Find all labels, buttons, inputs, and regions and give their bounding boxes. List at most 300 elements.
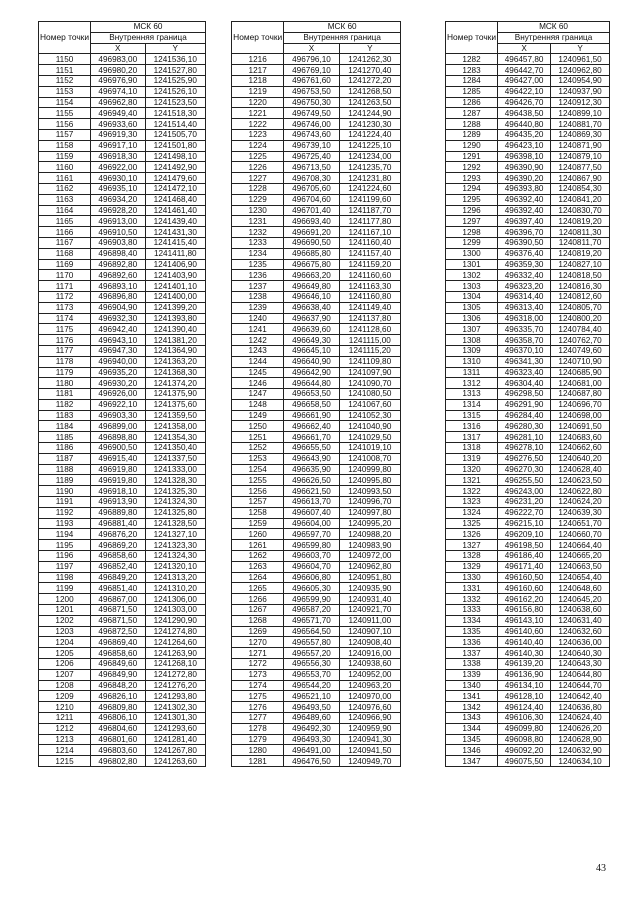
y-coordinate-cell: 1241325,30 — [145, 486, 205, 497]
point-number-cell: 1164 — [39, 205, 91, 216]
x-coordinate-cell: 496704,60 — [284, 194, 339, 205]
point-number-cell: 1198 — [39, 572, 91, 583]
y-coordinate-cell: 1241313,20 — [145, 572, 205, 583]
point-number-cell: 1220 — [232, 97, 284, 108]
x-coordinate-cell: 496899,00 — [91, 421, 146, 432]
y-coordinate-cell: 1240830,70 — [551, 205, 610, 216]
point-number-cell: 1162 — [39, 183, 91, 194]
x-coordinate-cell: 496222,70 — [498, 507, 551, 518]
table-row — [446, 583, 610, 594]
point-number-cell: 1304 — [446, 291, 498, 302]
x-coordinate-cell: 496649,80 — [284, 281, 339, 292]
point-number-cell: 1258 — [232, 507, 284, 518]
point-number-cell: 1271 — [232, 648, 284, 659]
table-row — [446, 702, 610, 713]
y-coordinate-cell: 1240628,40 — [551, 464, 610, 475]
x-coordinate-cell: 496136,90 — [498, 669, 551, 680]
table-row — [446, 626, 610, 637]
table-row — [232, 237, 401, 248]
table-row — [232, 335, 401, 346]
y-coordinate-cell: 1240632,90 — [551, 745, 610, 756]
point-number-cell: 1182 — [39, 399, 91, 410]
x-coordinate-cell: 496557,80 — [284, 637, 339, 648]
point-number-cell: 1177 — [39, 345, 91, 356]
y-coordinate-cell: 1240908,40 — [339, 637, 400, 648]
x-coordinate-cell: 496663,20 — [284, 270, 339, 281]
point-number-cell: 1190 — [39, 486, 91, 497]
y-coordinate-cell: 1240624,20 — [551, 497, 610, 508]
x-coordinate-cell: 496390,90 — [498, 162, 551, 173]
header-boundary: Внутренняя граница — [284, 32, 401, 43]
table-row — [39, 183, 206, 194]
table-row — [39, 540, 206, 551]
table-row — [39, 756, 206, 767]
y-coordinate-cell: 1240622,80 — [551, 486, 610, 497]
point-number-cell: 1195 — [39, 540, 91, 551]
table-row — [39, 626, 206, 637]
y-coordinate-cell: 1240640,30 — [551, 648, 610, 659]
point-number-cell: 1212 — [39, 723, 91, 734]
y-coordinate-cell: 1240685,90 — [551, 367, 610, 378]
point-number-cell: 1285 — [446, 86, 498, 97]
y-coordinate-cell: 1240800,20 — [551, 313, 610, 324]
point-number-cell: 1263 — [232, 561, 284, 572]
x-coordinate-cell: 496606,80 — [284, 572, 339, 583]
y-coordinate-cell: 1241327,10 — [145, 529, 205, 540]
y-coordinate-cell: 1241274,80 — [145, 626, 205, 637]
table-row — [446, 108, 610, 119]
table-row — [39, 65, 206, 76]
point-number-cell: 1337 — [446, 648, 498, 659]
table-row — [232, 270, 401, 281]
table-row — [232, 475, 401, 486]
header-y: Y — [145, 43, 205, 54]
y-coordinate-cell: 1241231,80 — [339, 173, 400, 184]
x-coordinate-cell: 496926,00 — [91, 389, 146, 400]
x-coordinate-cell: 496390,20 — [498, 173, 551, 184]
y-coordinate-cell: 1240970,00 — [339, 691, 400, 702]
table-row — [39, 497, 206, 508]
y-coordinate-cell: 1241536,10 — [145, 54, 205, 65]
y-coordinate-cell: 1241364,90 — [145, 345, 205, 356]
y-coordinate-cell: 1241224,60 — [339, 183, 400, 194]
point-number-cell: 1338 — [446, 659, 498, 670]
point-number-cell: 1324 — [446, 507, 498, 518]
y-coordinate-cell: 1241268,10 — [145, 659, 205, 670]
point-number-cell: 1274 — [232, 680, 284, 691]
point-number-cell: 1246 — [232, 378, 284, 389]
y-coordinate-cell: 1240710,90 — [551, 356, 610, 367]
table-row — [446, 605, 610, 616]
point-number-cell: 1286 — [446, 97, 498, 108]
x-coordinate-cell: 496314,40 — [498, 291, 551, 302]
y-coordinate-cell: 1240749,60 — [551, 345, 610, 356]
point-number-cell: 1273 — [232, 669, 284, 680]
table-row — [232, 345, 401, 356]
x-coordinate-cell: 496645,10 — [284, 345, 339, 356]
coordinates-table-2 — [231, 21, 401, 767]
table-row — [446, 140, 610, 151]
y-coordinate-cell: 1241290,90 — [145, 615, 205, 626]
table-row — [39, 291, 206, 302]
x-coordinate-cell: 496621,50 — [284, 486, 339, 497]
x-coordinate-cell: 496826,10 — [91, 691, 146, 702]
x-coordinate-cell: 496980,20 — [91, 65, 146, 76]
point-number-cell: 1344 — [446, 723, 498, 734]
x-coordinate-cell: 496753,50 — [284, 86, 339, 97]
header-boundary: Внутренняя граница — [498, 32, 610, 43]
table-row — [232, 637, 401, 648]
y-coordinate-cell: 1240995,20 — [339, 518, 400, 529]
table-row — [446, 173, 610, 184]
y-coordinate-cell: 1241526,10 — [145, 86, 205, 97]
x-coordinate-cell: 496858,60 — [91, 551, 146, 562]
point-number-cell: 1202 — [39, 615, 91, 626]
y-coordinate-cell: 1241230,30 — [339, 119, 400, 130]
point-number-cell: 1321 — [446, 475, 498, 486]
x-coordinate-cell: 496655,50 — [284, 443, 339, 454]
x-coordinate-cell: 496904,90 — [91, 302, 146, 313]
y-coordinate-cell: 1241008,70 — [339, 453, 400, 464]
table-row — [232, 356, 401, 367]
y-coordinate-cell: 1240912,30 — [551, 97, 610, 108]
y-coordinate-cell: 1241160,80 — [339, 291, 400, 302]
table-row — [446, 540, 610, 551]
x-coordinate-cell: 496940,00 — [91, 356, 146, 367]
table-row — [446, 572, 610, 583]
point-number-cell: 1268 — [232, 615, 284, 626]
x-coordinate-cell: 496746,00 — [284, 119, 339, 130]
y-coordinate-cell: 1240951,80 — [339, 572, 400, 583]
table-row — [446, 475, 610, 486]
point-number-cell: 1251 — [232, 432, 284, 443]
x-coordinate-cell: 496918,30 — [91, 151, 146, 162]
x-coordinate-cell: 496599,90 — [284, 594, 339, 605]
y-coordinate-cell: 1241381,20 — [145, 335, 205, 346]
point-number-cell: 1314 — [446, 399, 498, 410]
x-coordinate-cell: 496869,20 — [91, 540, 146, 551]
table-row — [39, 745, 206, 756]
x-coordinate-cell: 496881,40 — [91, 518, 146, 529]
table-row — [39, 270, 206, 281]
y-coordinate-cell: 1241225,10 — [339, 140, 400, 151]
x-coordinate-cell: 496743,60 — [284, 129, 339, 140]
table-row — [232, 713, 401, 724]
point-number-cell: 1153 — [39, 86, 91, 97]
point-number-cell: 1180 — [39, 378, 91, 389]
header-coordinate-system: МСК 60 — [91, 22, 206, 33]
y-coordinate-cell: 1241310,20 — [145, 583, 205, 594]
x-coordinate-cell: 496318,00 — [498, 313, 551, 324]
table-row — [446, 205, 610, 216]
table-row — [39, 162, 206, 173]
x-coordinate-cell: 496903,30 — [91, 410, 146, 421]
y-coordinate-cell: 1241263,50 — [339, 97, 400, 108]
point-number-cell: 1331 — [446, 583, 498, 594]
x-coordinate-cell: 496806,10 — [91, 713, 146, 724]
table-row — [232, 140, 401, 151]
table-row — [446, 194, 610, 205]
y-coordinate-cell: 1240867,90 — [551, 173, 610, 184]
y-coordinate-cell: 1241472,10 — [145, 183, 205, 194]
y-coordinate-cell: 1240937,90 — [551, 86, 610, 97]
y-coordinate-cell: 1240899,10 — [551, 108, 610, 119]
point-number-cell: 1228 — [232, 183, 284, 194]
y-coordinate-cell: 1241523,50 — [145, 97, 205, 108]
x-coordinate-cell: 496930,20 — [91, 378, 146, 389]
table-row — [446, 497, 610, 508]
y-coordinate-cell: 1240952,00 — [339, 669, 400, 680]
point-number-cell: 1243 — [232, 345, 284, 356]
table-row — [446, 281, 610, 292]
x-coordinate-cell: 496892,80 — [91, 259, 146, 270]
table-row — [39, 410, 206, 421]
point-number-cell: 1316 — [446, 421, 498, 432]
y-coordinate-cell: 1241115,20 — [339, 345, 400, 356]
point-number-cell: 1241 — [232, 324, 284, 335]
table-row — [39, 194, 206, 205]
point-number-cell: 1290 — [446, 140, 498, 151]
x-coordinate-cell: 496869,40 — [91, 637, 146, 648]
table-row — [39, 313, 206, 324]
point-number-cell: 1249 — [232, 410, 284, 421]
point-number-cell: 1170 — [39, 270, 91, 281]
table-row — [232, 518, 401, 529]
x-coordinate-cell: 496291,90 — [498, 399, 551, 410]
table-row — [39, 691, 206, 702]
table-row — [232, 529, 401, 540]
x-coordinate-cell: 496725,40 — [284, 151, 339, 162]
table-row — [232, 389, 401, 400]
y-coordinate-cell: 1240638,60 — [551, 605, 610, 616]
table-row — [39, 583, 206, 594]
table-row — [39, 227, 206, 238]
table-row — [446, 529, 610, 540]
table-row — [232, 594, 401, 605]
point-number-cell: 1315 — [446, 410, 498, 421]
point-number-cell: 1237 — [232, 281, 284, 292]
x-coordinate-cell: 496278,10 — [498, 443, 551, 454]
y-coordinate-cell: 1241479,60 — [145, 173, 205, 184]
x-coordinate-cell: 496215,10 — [498, 518, 551, 529]
y-coordinate-cell: 1241244,90 — [339, 108, 400, 119]
y-coordinate-cell: 1241431,30 — [145, 227, 205, 238]
y-coordinate-cell: 1240869,30 — [551, 129, 610, 140]
y-coordinate-cell: 1240959,90 — [339, 723, 400, 734]
table-row — [39, 659, 206, 670]
table-row — [39, 648, 206, 659]
point-number-cell: 1292 — [446, 162, 498, 173]
point-number-cell: 1254 — [232, 464, 284, 475]
point-number-cell: 1166 — [39, 227, 91, 238]
x-coordinate-cell: 496935,10 — [91, 183, 146, 194]
point-number-cell: 1311 — [446, 367, 498, 378]
table-row — [39, 216, 206, 227]
y-coordinate-cell: 1241167,10 — [339, 227, 400, 238]
x-coordinate-cell: 496962,80 — [91, 97, 146, 108]
x-coordinate-cell: 496690,50 — [284, 237, 339, 248]
point-number-cell: 1346 — [446, 745, 498, 756]
table-row — [39, 475, 206, 486]
table-row — [39, 518, 206, 529]
y-coordinate-cell: 1241375,90 — [145, 389, 205, 400]
point-number-cell: 1233 — [232, 237, 284, 248]
y-coordinate-cell: 1240665,20 — [551, 551, 610, 562]
table-row — [446, 551, 610, 562]
y-coordinate-cell: 1240644,80 — [551, 669, 610, 680]
y-coordinate-cell: 1240999,80 — [339, 464, 400, 475]
x-coordinate-cell: 496917,10 — [91, 140, 146, 151]
point-number-cell: 1277 — [232, 713, 284, 724]
x-coordinate-cell: 496276,50 — [498, 453, 551, 464]
point-number-cell: 1176 — [39, 335, 91, 346]
x-coordinate-cell: 496701,40 — [284, 205, 339, 216]
x-coordinate-cell: 496613,70 — [284, 497, 339, 508]
x-coordinate-cell: 496626,50 — [284, 475, 339, 486]
point-number-cell: 1152 — [39, 75, 91, 86]
y-coordinate-cell: 1240907,10 — [339, 626, 400, 637]
point-number-cell: 1262 — [232, 551, 284, 562]
y-coordinate-cell: 1241115,00 — [339, 335, 400, 346]
table-row — [446, 464, 610, 475]
point-number-cell: 1213 — [39, 734, 91, 745]
table-row — [39, 637, 206, 648]
table-row — [232, 205, 401, 216]
y-coordinate-cell: 1240812,60 — [551, 291, 610, 302]
table-row — [232, 615, 401, 626]
x-coordinate-cell: 496392,40 — [498, 205, 551, 216]
x-coordinate-cell: 496304,40 — [498, 378, 551, 389]
x-coordinate-cell: 496802,80 — [91, 756, 146, 767]
point-number-cell: 1313 — [446, 389, 498, 400]
x-coordinate-cell: 496599,80 — [284, 540, 339, 551]
point-number-cell: 1265 — [232, 583, 284, 594]
table-row — [39, 173, 206, 184]
y-coordinate-cell: 1241276,20 — [145, 680, 205, 691]
x-coordinate-cell: 496098,80 — [498, 734, 551, 745]
table-row — [39, 97, 206, 108]
x-coordinate-cell: 496642,90 — [284, 367, 339, 378]
y-coordinate-cell: 1241415,40 — [145, 237, 205, 248]
x-coordinate-cell: 496398,10 — [498, 151, 551, 162]
y-coordinate-cell: 1241403,90 — [145, 270, 205, 281]
y-coordinate-cell: 1241264,60 — [145, 637, 205, 648]
y-coordinate-cell: 1240827,10 — [551, 259, 610, 270]
point-number-cell: 1250 — [232, 421, 284, 432]
x-coordinate-cell: 496739,10 — [284, 140, 339, 151]
table-row — [232, 216, 401, 227]
table-row — [446, 637, 610, 648]
point-number-cell: 1224 — [232, 140, 284, 151]
y-coordinate-cell: 1241187,70 — [339, 205, 400, 216]
coordinates-table-1 — [38, 21, 206, 767]
point-number-cell: 1215 — [39, 756, 91, 767]
point-number-cell: 1178 — [39, 356, 91, 367]
table-row — [446, 54, 610, 65]
table-row — [232, 680, 401, 691]
x-coordinate-cell: 496919,30 — [91, 129, 146, 140]
y-coordinate-cell: 1240911,00 — [339, 615, 400, 626]
point-number-cell: 1179 — [39, 367, 91, 378]
point-number-cell: 1204 — [39, 637, 91, 648]
point-number-cell: 1161 — [39, 173, 91, 184]
x-coordinate-cell: 496435,20 — [498, 129, 551, 140]
x-coordinate-cell: 496910,50 — [91, 227, 146, 238]
y-coordinate-cell: 1241337,50 — [145, 453, 205, 464]
table-row — [446, 183, 610, 194]
y-coordinate-cell: 1240636,80 — [551, 702, 610, 713]
x-coordinate-cell: 496198,50 — [498, 540, 551, 551]
point-number-cell: 1280 — [232, 745, 284, 756]
x-coordinate-cell: 496280,30 — [498, 421, 551, 432]
table-row — [232, 648, 401, 659]
table-row — [232, 464, 401, 475]
y-coordinate-cell: 1240626,20 — [551, 723, 610, 734]
x-coordinate-cell: 496392,40 — [498, 194, 551, 205]
point-number-cell: 1260 — [232, 529, 284, 540]
point-number-cell: 1174 — [39, 313, 91, 324]
x-coordinate-cell: 496099,80 — [498, 723, 551, 734]
point-number-cell: 1208 — [39, 680, 91, 691]
table-row — [446, 302, 610, 313]
point-number-cell: 1191 — [39, 497, 91, 508]
x-coordinate-cell: 496557,20 — [284, 648, 339, 659]
x-coordinate-cell: 496947,30 — [91, 345, 146, 356]
x-coordinate-cell: 496858,60 — [91, 648, 146, 659]
y-coordinate-cell: 1240816,30 — [551, 281, 610, 292]
table-row — [232, 183, 401, 194]
y-coordinate-cell: 1241137,80 — [339, 313, 400, 324]
table-row — [446, 97, 610, 108]
x-coordinate-cell: 496900,50 — [91, 443, 146, 454]
x-coordinate-cell: 496442,70 — [498, 65, 551, 76]
y-coordinate-cell: 1240691,50 — [551, 421, 610, 432]
y-coordinate-cell: 1241234,00 — [339, 151, 400, 162]
x-coordinate-cell: 496803,60 — [91, 745, 146, 756]
point-number-cell: 1301 — [446, 259, 498, 270]
table-row — [39, 572, 206, 583]
x-coordinate-cell: 496607,40 — [284, 507, 339, 518]
x-coordinate-cell: 496867,00 — [91, 594, 146, 605]
table-row — [446, 335, 610, 346]
point-number-cell: 1289 — [446, 129, 498, 140]
table-row — [232, 119, 401, 130]
y-coordinate-cell: 1240938,60 — [339, 659, 400, 670]
y-coordinate-cell: 1240935,90 — [339, 583, 400, 594]
table-row — [232, 173, 401, 184]
y-coordinate-cell: 1241518,30 — [145, 108, 205, 119]
x-coordinate-cell: 496922,00 — [91, 162, 146, 173]
point-number-cell: 1347 — [446, 756, 498, 767]
y-coordinate-cell: 1240681,00 — [551, 378, 610, 389]
y-coordinate-cell: 1240962,80 — [551, 65, 610, 76]
x-coordinate-cell: 496493,50 — [284, 702, 339, 713]
table-row — [232, 378, 401, 389]
table-row — [232, 432, 401, 443]
table-row — [39, 486, 206, 497]
table-row — [39, 281, 206, 292]
x-coordinate-cell: 496898,40 — [91, 248, 146, 259]
x-coordinate-cell: 496564,50 — [284, 626, 339, 637]
table-row — [232, 324, 401, 335]
table-row — [446, 248, 610, 259]
point-number-cell: 1284 — [446, 75, 498, 86]
point-number-cell: 1207 — [39, 669, 91, 680]
x-coordinate-cell: 496638,40 — [284, 302, 339, 313]
y-coordinate-cell: 1241293,80 — [145, 691, 205, 702]
point-number-cell: 1282 — [446, 54, 498, 65]
x-coordinate-cell: 496359,30 — [498, 259, 551, 270]
